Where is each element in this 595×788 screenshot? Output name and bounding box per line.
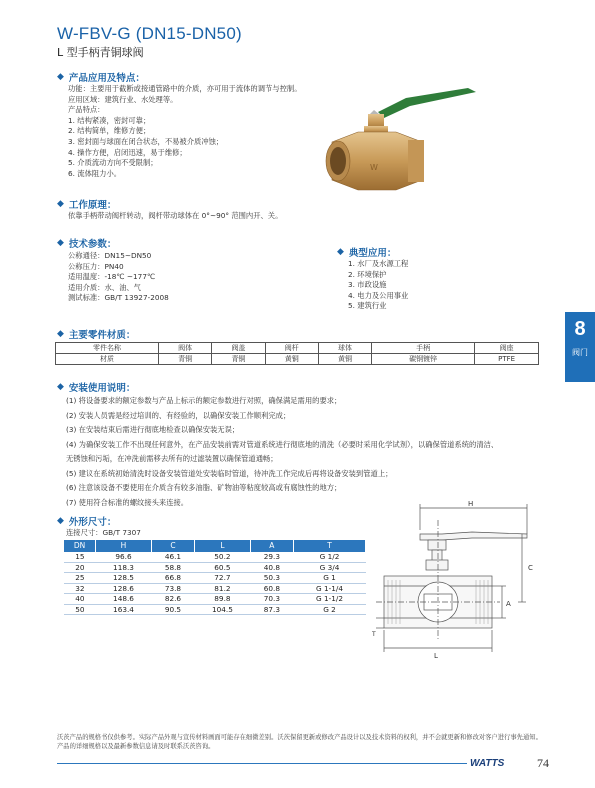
features-heading [57,70,145,84]
parts-cell: 碳钢镀锌 [372,354,475,365]
drawing-label-t: T [372,631,376,638]
parts-cell: 黄铜 [318,354,371,365]
dims-cell: 81.2 [195,583,251,594]
principle-heading-text: 工作原理： [68,200,117,211]
chapter-tab-label: 阀门 [572,348,588,357]
dims-cell: 72.7 [195,573,251,584]
page-number: 74 [537,756,549,770]
install-item: 无锈蚀和污垢，在冲洗前需移去所有的过滤装置以确保管道通畅； [66,454,278,463]
tech-heading [57,236,116,250]
install-heading-text: 安装使用说明： [68,383,136,394]
dims-cell: 29.3 [250,552,293,563]
parts-cell: 球体 [318,343,371,354]
install-item: (4) 为确保安装工作不出现任何意外，在产品安装前需对管道系统进行彻底地的清洗（必要时采用化学试剂），以确保管道系统的清洁、 [66,439,499,449]
apps-list [348,259,408,312]
table-row [64,604,366,615]
dims-cell: 128.5 [96,573,152,584]
dims-cell: 163.4 [96,604,152,615]
dims-heading [57,514,116,528]
dims-cell: 66.8 [151,573,194,584]
parts-cell: 零件名称 [56,343,159,354]
diamond-bullet-icon: ◆ [57,199,64,209]
drawing-label-c: C [528,564,533,572]
features-line: 4. 操作方便，启闭迅速，易于维修； [68,147,187,157]
features-line: 2. 结构简单，维修方便； [68,126,151,136]
dims-cell: G 1-1/2 [294,594,366,605]
ball-valve-photo [318,80,483,195]
table-row [64,552,366,563]
install-item: (7) 使用符合标准的螺纹接头来连接。 [66,497,189,507]
features-list [68,84,302,179]
diamond-bullet-icon: ◆ [57,72,64,82]
install-item: (1) 将设备要求的额定参数与产品上标示的额定参数进行对照，确保满足需用的要求； [66,396,342,405]
table-row [64,594,366,605]
features-line: 功能：主要用于截断或接通管路中的介质，亦可用于流体的调节与控制。 [68,84,302,93]
dims-cell: 20 [64,562,96,573]
diamond-bullet-icon: ◆ [337,247,344,257]
parts-cell: 青铜 [212,354,265,365]
dims-col-header: L [195,540,251,552]
dims-cell: 40 [64,594,96,605]
tech-heading-text: 技术参数： [68,239,117,250]
dims-cell: G 1-1/4 [294,583,366,594]
apps-heading [337,245,396,259]
diamond-bullet-icon: ◆ [57,238,64,248]
dims-col-header: T [294,540,366,552]
dims-connection: 连接尺寸：GB/T 7307 [66,528,141,537]
principle-heading [57,197,116,211]
features-heading-text: 产品应用及特点： [68,73,145,84]
parts-cell: 阀座 [475,343,539,354]
apps-line: 4. 电力及公用事业 [348,290,409,300]
install-item: (2) 安装人员需是经过培训的、有经验的，以确保安装工作顺利完成； [66,410,291,420]
drawing-label-l: L [434,652,438,660]
valve-technical-drawing [372,500,544,662]
dims-cell: 118.3 [96,562,152,573]
diamond-bullet-icon: ◆ [57,382,64,392]
dims-cell: 60.5 [195,562,251,573]
dims-cell: G 1 [294,573,366,584]
footer-note: 沃茨产品的规格书仅供参考。实际产品外观与宣传材料画面可能存在细微差别。沃茨保留更新或修改产品设计以及技术资料的权利，并不会就更新和修改对客户进行事先通知。产品的详细规格以及最新参数信息请及时联系沃茨咨询。 [57,734,542,750]
install-list [66,394,498,510]
table-row [64,583,366,594]
parts-cell: PTFE [475,354,539,365]
apps-heading-text: 典型应用： [348,248,397,259]
dims-cell: 58.8 [151,562,194,573]
dims-cell: 25 [64,573,96,584]
parts-cell: 阀杆 [265,343,318,354]
features-line: 1. 结构紧凑，密封可靠； [68,115,151,125]
diamond-bullet-icon: ◆ [57,516,64,526]
dims-col-header: C [151,540,194,552]
page-title: W-FBV-G (DN15-DN50) [57,24,242,43]
diamond-bullet-icon: ◆ [57,329,64,339]
dims-cell: G 1/2 [294,552,366,563]
dims-cell: 50.3 [250,573,293,584]
dims-cell: G 2 [294,604,366,615]
features-line: 应用区域：建筑行业、水处理等。 [68,94,178,104]
apps-line: 2. 环境保护 [348,269,387,279]
dims-header-row [64,540,366,552]
tech-line: 公称压力：PN40 [68,261,124,271]
parts-materials-row [56,354,539,365]
install-heading [57,380,135,394]
parts-table [55,342,539,365]
parts-cell: 青铜 [159,354,212,365]
dims-cell: 104.5 [195,604,251,615]
dims-table [64,540,366,615]
parts-cell: 手柄 [372,343,475,354]
dims-cell: 70.3 [250,594,293,605]
drawing-label-a: A [506,600,511,608]
parts-cell: 阀盖 [212,343,265,354]
features-line: 产品特点： [68,105,105,115]
features-line: 5. 介质流动方向不受限制； [68,158,158,168]
dims-cell: G 3/4 [294,562,366,573]
dims-cell: 50.2 [195,552,251,563]
parts-cell: 黄铜 [265,354,318,365]
tech-line: 适用温度：-18℃ ~177℃ [68,272,156,282]
parts-names-row [56,343,539,354]
dims-cell: 148.6 [96,594,152,605]
dims-cell: 73.8 [151,583,194,594]
dims-col-header: DN [64,540,96,552]
tech-list [68,251,169,304]
dims-cell: 82.6 [151,594,194,605]
dims-cell: 40.8 [250,562,293,573]
watts-logo-text: WATTS [470,758,505,769]
apps-line: 5. 建筑行业 [348,301,387,311]
install-item: (5) 建议在系统初始清洗时设备安装管道处安装临时管道，待冲洗工作完成后再将设备安装到管道上； [66,468,393,478]
dims-cell: 90.5 [151,604,194,615]
parts-cell: 阀体 [159,343,212,354]
table-row [64,562,366,573]
dims-cell: 50 [64,604,96,615]
install-item: (6) 注意该设备不要使用在介质含有较多油脂、矿物油等粘度较高或有腐蚀性的地方； [66,483,342,492]
tech-line: 测试标准：GB/T 13927-2008 [68,293,169,303]
install-item: (3) 在安装结束后需进行彻底地检查以确保安装无误； [66,425,240,434]
features-line: 6. 流体阻力小。 [68,168,122,178]
dims-cell: 15 [64,552,96,563]
principle-text: 依靠手柄带动阀杆转动，阀杆带动球体在 0°~90° 范围内开、关。 [68,211,283,220]
parts-heading-text: 主要零件材质： [68,330,136,341]
dims-cell: 32 [64,583,96,594]
table-row [64,573,366,584]
parts-heading [57,327,135,341]
dims-cell: 87.3 [250,604,293,615]
parts-cell: 材质 [56,354,159,365]
dims-cell: 128.6 [96,583,152,594]
apps-line: 1. 水厂及水源工程 [348,259,409,268]
tech-line: 适用介质：水、油、气 [68,282,141,292]
footer-divider [57,763,467,764]
dims-cell: 46.1 [151,552,194,563]
chapter-tab-number: 8 [574,318,586,340]
drawing-label-h: H [468,500,474,508]
tech-line: 公称通径：DN15~DN50 [68,251,152,260]
dims-cell: 60.8 [250,583,293,594]
page-subtitle: L 型手柄青铜球阀 [57,46,144,59]
apps-line: 3. 市政设施 [348,280,387,290]
watts-logo [470,758,504,769]
dims-col-header: A [250,540,293,552]
features-line: 3. 密封面与球面在闭合状态，不易被介质冲蚀； [68,136,224,146]
dims-cell: 89.8 [195,594,251,605]
dims-cell: 96.6 [96,552,152,563]
dims-col-header: H [96,540,152,552]
dims-heading-text: 外形尺寸： [68,517,117,528]
svg-text:W: W [370,163,378,172]
